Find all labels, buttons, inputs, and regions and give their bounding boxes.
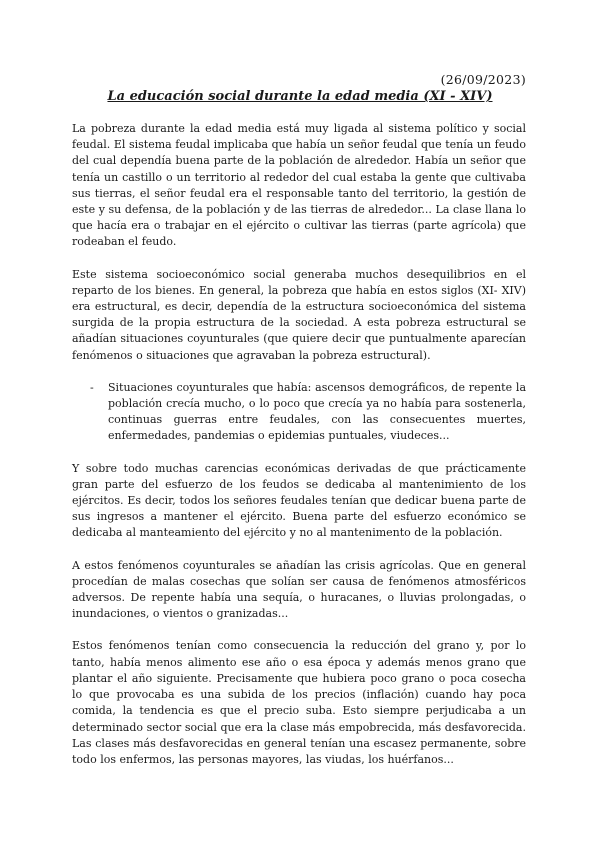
document-body xyxy=(72,121,526,784)
paragraph-feudal-system: La pobreza durante la edad media está muy ligada al sistema político y social feudal. El sistema feudal implicaba que había un señor feudal que tenía un feudo del cual dependía buena parte de la población de alrededor. Había un señor que tenía un castillo o un territorio al rededor del cual estaba la gente que cultivaba sus tierras, el señor feudal era el responsable tanto del territorio, la gestión de este y su defensa, de la población y de las tierras de alrededor... La clase llana lo que hacía era o trabajar en el ejército o cultivar las tierras (parte agrícola) que rodeaban el feudo. xyxy=(72,122,526,249)
paragraph-structural-poverty: Este sistema socioeconómico social generaba muchos desequilibrios en el reparto de los bienes. En general, la pobreza que había en estos siglos (XI- XIV) era estructural, es decir, dependía de la estructura socioeconómica del sistema surgida de la propia estructura de la sociedad. A esta pobreza estructural se añadían situaciones coyunturales (que quiere decir que puntualmente aparecían fenómenos o situaciones que agravaban la pobreza estructural). xyxy=(72,267,526,362)
document-title: La educación social durante la edad media (XI - XIV) xyxy=(107,89,493,104)
bullet-dash: - xyxy=(90,380,94,394)
bullet-text: Situaciones coyunturales que había: ascensos demográficos, de repente la población crecía mucho, o lo poco que crecía ya no había para sostenerla, continuas guerras entre feudales, con las consecuentes muertes, enfermedades, pandemias o epidemias puntuales, viudeces... xyxy=(108,380,526,443)
bullet-list xyxy=(72,380,526,445)
paragraph-agricultural-crises: A estos fenómenos coyunturales se añadían las crisis agrícolas. Que en general procedían de malas cosechas que solían ser causa de fenómenos atmosféricos adversos. De repente había una sequía, o huracanes, o lluvias prolongadas, o inundaciones, o vientos o granizadas... xyxy=(72,558,526,621)
paragraph-consequences: Estos fenómenos tenían como consecuencia la reducción del grano y, por lo tanto, había menos alimento ese año o esa época y además menos grano que plantar el año siguiente. Precisamente que hubiera poco grano o poca cosecha lo que provocaba es una subida de los precios (inflación) cuando hay poca comida, la tendencia es que el precio suba. Esto siempre perjudicaba a un determinado sector social que era la clase más empobrecida, más desfavorecida. Las clases más desfavorecidas en general tenían una escasez permanente, sobre todo los enfermos, las personas mayores, las viudas, los huérfanos... xyxy=(72,639,526,766)
paragraph-army-costs: Y sobre todo muchas carencias económicas derivadas de que prácticamente gran parte del esfuerzo de los feudos se dedicaba al mantenimiento de los ejércitos. Es decir, todos los señores feudales tenían que dedicar buena parte de sus ingresos a mantener el ejército. Buena parte del esfuerzo económico se dedicaba al manteamiento del ejército y no al mantenimento de la población. xyxy=(72,461,526,540)
document-date: (26/09/2023) xyxy=(440,72,526,87)
list-item xyxy=(72,380,526,445)
